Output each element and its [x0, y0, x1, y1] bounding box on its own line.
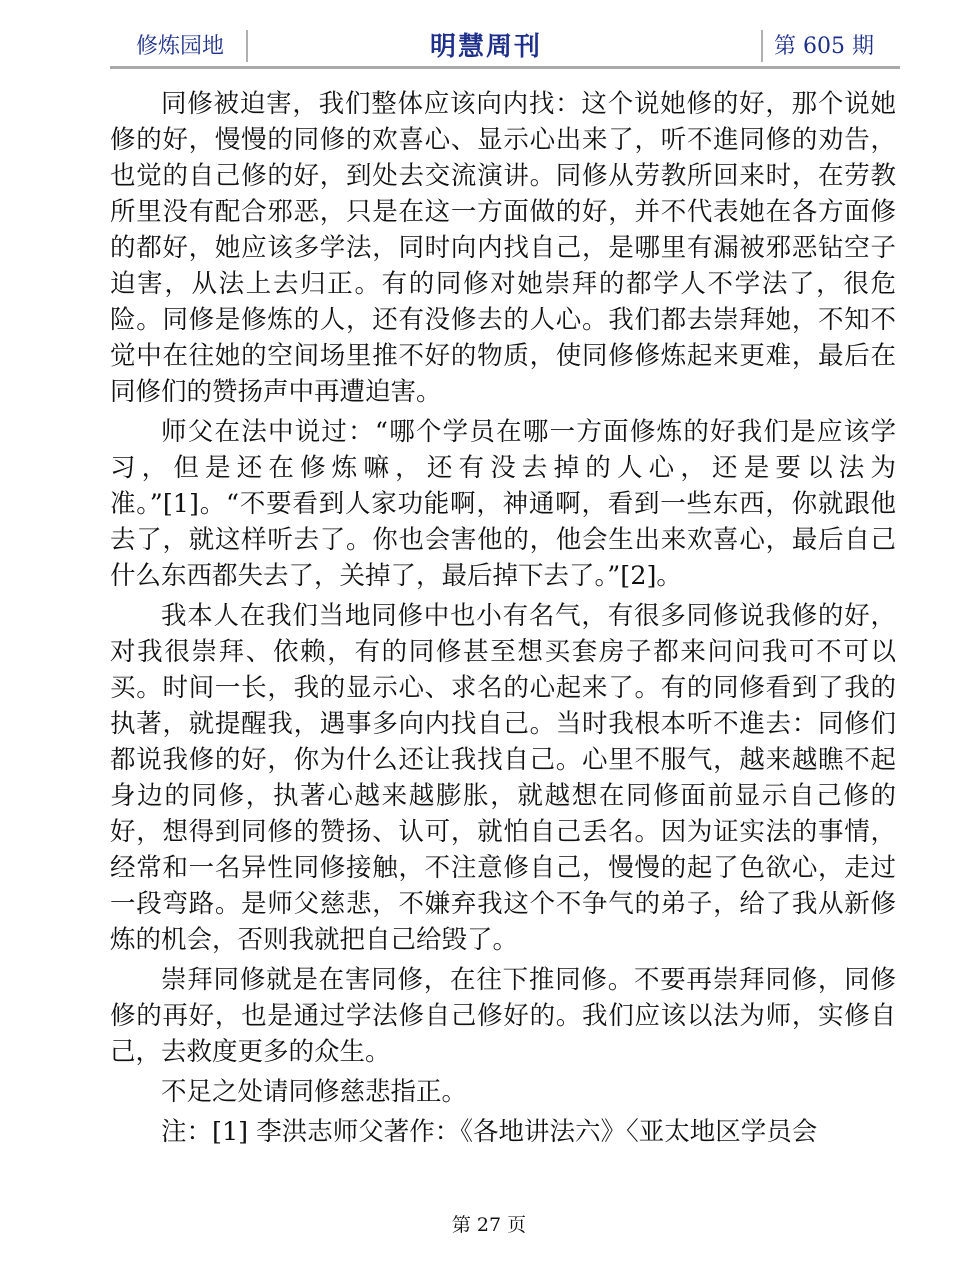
- paragraph: 我本人在我们当地同修中也小有名气，有很多同修说我修的好，对我很崇拜、依赖，有的同修甚至想买套房子都来问问我可不可以买。时间一长，我的显示心、求名的心起来了。有的同修看到了我的执著，就提醒我，遇事多向内找自己。当时我根本听不進去：同修们都说我修的好，你为什么还让我找自己。心里不服气，越来越瞧不起身边的同修，执著心越来越膨胀，就越想在同修面前显示自己修的好，想得到同修的赞扬、认可，就怕自己丢名。因为证实法的事情，经常和一名异性同修接触，不注意修自己，慢慢的起了色欲心，走过一段弯路。是师父慈悲，不嫌弃我这个不争气的弟子，给了我从新修炼的机会，否则我就把自己给毁了。: [110, 601, 896, 955]
- issue-number: 第 605 期: [774, 34, 874, 59]
- paragraph: 不足之处请同修慈悲指正。: [161, 1077, 468, 1107]
- header-divider-left: [246, 30, 248, 62]
- paragraph: 同修被迫害，我们整体应该向内找：这个说她修的好，那个说她修的好，慢慢的同修的欢喜心、显示心出来了，听不進同修的劝告，也觉的自己修的好，到处去交流演讲。同修从劳教所回来时，在劳教所里没有配合邪恶，只是在这一方面做的好，并不代表她在各方面修的都好，她应该多学法，同时向内找自己，是哪里有漏被邪恶钻空子迫害，从法上去归正。有的同修对她崇拜的都学人不学法了，很危险。同修是修炼的人，还有没修去的人心。我们都去崇拜她，不知不觉中在往她的空间场里推不好的物质，使同修修炼起来更难，最后在同修们的赞扬声中再遭迫害。: [110, 89, 896, 407]
- header-divider-right: [761, 30, 763, 62]
- paragraph: 崇拜同修就是在害同修，在往下推同修。不要再崇拜同修，同修修的再好，也是通过学法修自己修好的。我们应该以法为师，实修自己，去救度更多的众生。: [110, 965, 896, 1067]
- paragraph: 师父在法中说过：“哪个学员在哪一方面修炼的好我们是应该学习，但是还在修炼嘛，还有没去掉的人心，还是要以法为准。”[1]。“不要看到人家功能啊，神通啊，看到一些东西，你就跟他去了，就这样听去了。你也会害他的，他会生出来欢喜心，最后自己什么东西都失去了，关掉了，最后掉下去了。”[2]。: [110, 417, 896, 591]
- page-number: 第 27 页: [451, 1214, 527, 1236]
- footnote: 注：[1] 李洪志师父著作：《各地讲法六》〈亚太地区学员会: [161, 1117, 818, 1147]
- article-body: [110, 86, 896, 1154]
- header-rule: [110, 66, 900, 69]
- publication-title: 明慧周刊: [430, 32, 543, 62]
- section-label: 修炼园地: [136, 34, 225, 59]
- page-header: [110, 26, 900, 68]
